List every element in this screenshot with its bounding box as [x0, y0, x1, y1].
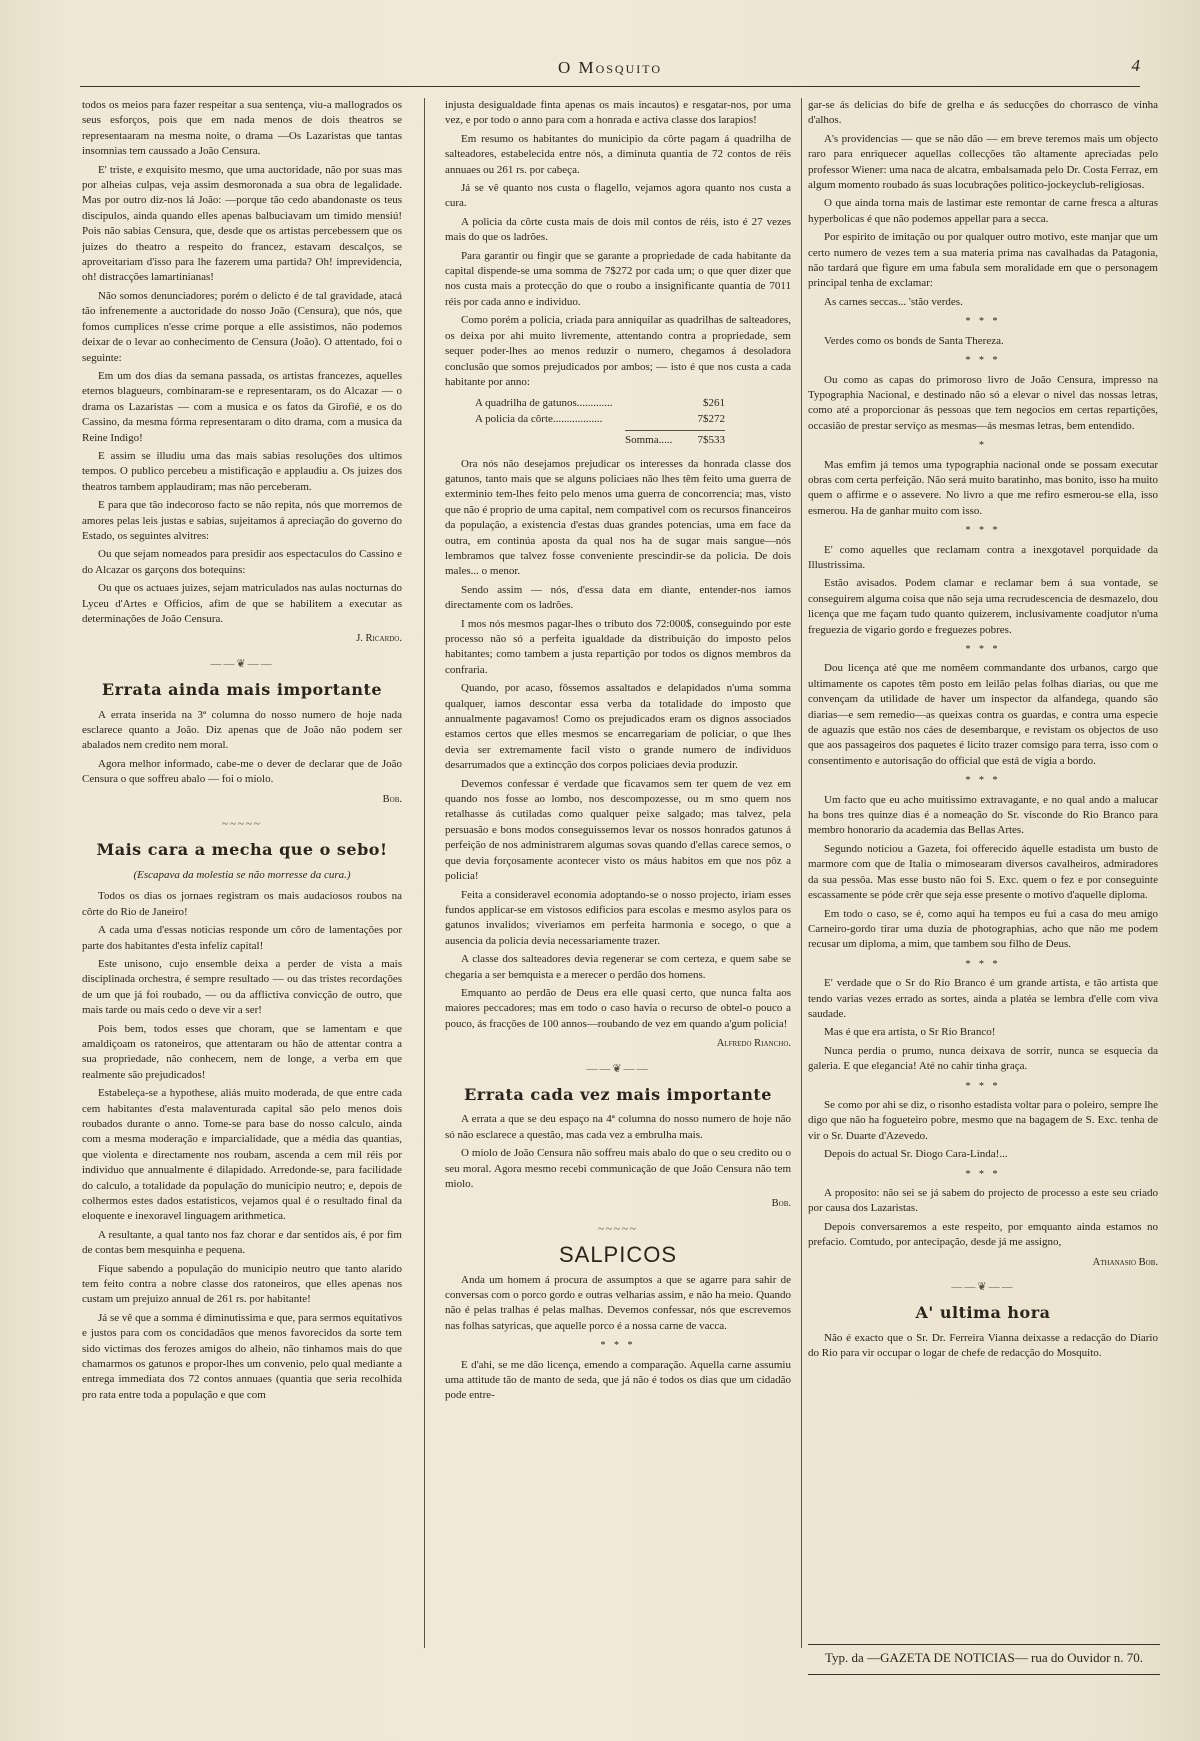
footer-rule	[808, 1644, 1160, 1645]
paragraph: Ou como as capas do primoroso livro de João Censura, impresso na Typographia Nacional, e destinado não só a elevar o nivel das nossas letras, como até a proporcionar ás pessoas que tem negocios em certas repartições, occasião de prestar serviço as mesmas—ás mesmas letras, bem entendido.	[808, 373, 1158, 432]
paragraph: Pois bem, todos esses que choram, que se lamentam e que amaldiçoam os ratoneiros, que attentaram ou hão de attentar contra a sua propriedade, não conhecem, nem de longe, a verba em que realmente são prejudicados!	[82, 1022, 402, 1081]
paragraph: Dou licença até que me nomêem commandante dos urbanos, cargo que ultimamente os capotes têm posto em leilão pelas folhas diarias, ou que me convençam da utilidade de haver um inspector da alfandega, quando são diarias—e sem remedio—as queixas contra os guardas, e contra uma especie de aguazis que estão nos cáes de desembarque, e revistam os objectos de uso que aos passageiros dos paquetes é licito trazer comsigo para terra, isso com o consentimento e autorisação do official que está de vigia a bordo.	[808, 662, 1158, 767]
column-rule	[801, 98, 802, 1648]
signature: Bob.	[382, 793, 402, 805]
column-3	[808, 98, 1158, 1683]
article-heading: A' ultima hora	[915, 1303, 1051, 1323]
paragraph: Este unisono, cujo ensemble deixa a perder de vista a mais disciplinada orchestra, é sempre resultado — ou das tristes recordações de um que já foi roubado, — ou da afflictiva convicção de outro, que mais tarde ou mais cedo o deve vir a ser!	[82, 957, 402, 1017]
paragraph: Em um dos dias da semana passada, os artistas francezes, aquelles eternos blagueurs, combinaram-se e representaram, os do Alcazar — o drama os Lazaristas — com a musica e os fatos da Girofié, e os do Cassino, da mesma fórma representaram o dito drama, com a musica da Reine Indigo!	[82, 369, 402, 444]
table-row	[475, 412, 725, 427]
column-1	[82, 98, 402, 1683]
asterism-divider: * * *	[965, 775, 1001, 787]
paragraph: Todos os dias os jornaes registram os mais audaciosos roubos na côrte do Rio de Janeiro!	[82, 890, 402, 918]
table-total-row	[625, 430, 725, 448]
paragraph: E para que tão indecoroso facto se não repita, nós que morremos de amores pelas leis justas e sabias, sujeitamos á apreciação do governo do Estado, os seguintes alvitres:	[82, 499, 402, 542]
page-number: 4	[1131, 56, 1140, 75]
paragraph: Emquanto ao perdão de Deus era elle quasi certo, que nunca falta aos maiores peccadores; mas em todo o caso havia o recurso de obtel-o pouco a pouco, ás fracções de 100 annos—roubando de vez em quando a'gum policia!	[445, 986, 791, 1030]
paragraph: A errata a que se deu espaço na 4ª columna do nosso numero de hoje não só não esclarece a questão, mas cada vez a embrulha mais.	[445, 1113, 791, 1141]
ornament-divider: ~~~~~	[598, 1222, 638, 1235]
paragraph: E d'ahi, se me dão licença, emendo a comparação. Aquella carne assumiu uma attitude tão de manto de seda, que já não é todos os dias que um cidadão pode entre-	[445, 1358, 791, 1402]
article-heading: Errata cada vez mais importante	[464, 1084, 772, 1104]
paragraph: Ora nós não desejamos prejudicar os interesses da honrada classe dos gatunos, tanto mais que se alguns policiaes não lhes têm feito uma guerra de exterminio tem-lhes feito pelo menos uma guerra de concorrencia; mas, visto que não é proprio de uma capital, nem compativel com os recursos financeiros da população, a existencia d'estas duas grandes potencias, uma em face da outra, em continúa aposta da qual nos ha de sugar mais sangue—nós lembramos que talvez fosse conveniente prescindir-se da policia. De dois males... o menor.	[445, 457, 791, 578]
masthead: O Mosquito	[557, 58, 663, 77]
paragraph: Quando, por acaso, fôssemos assaltados e delapidados n'uma somma qualquer, iamos descontar essa verba da totalidade do imposto que annualmente pagavamos! Como os prejudicados eram os dignos associados estamos certos que elles mesmos se encarregariam de policiar, o que lhes devia ser extremamente facil visto o grande numero de individuos desarrumados que a extincção dos corpos policiaes devia produzir.	[445, 682, 791, 772]
paragraph: Nunca perdia o prumo, nunca deixava de sorrir, nunca se esquecia da galeria. E que elegancia! Até no cahir tinha graça.	[808, 1044, 1158, 1073]
paragraph: Em resumo os habitantes do municipio da côrte pagam á quadrilha de salteadores, estabelecida entre nós, a diminuta quantia de 72 contos de réis annuaes ou 261 rs. por cabeça.	[445, 132, 791, 176]
paragraph: I mos nós mesmos pagar-lhes o tributo dos 72:000$, conseguindo por este processo não só a perfeita igualdade da distribuição do imposto pelos habitantes; como tambem a justa repartição por todos os dignos membros da confraria.	[445, 617, 791, 676]
paragraph: A's providencias — que se não dão — em breve teremos mais um objecto raro para enriquecer aquellas collecções tão altamente apreciadas pelo professor Wiener: uma naca de alcatra, embalsamada pelo Dr. Costa Ferraz, em algum momento roubado ás suas locubrações politico-jockeyclub-religiosas.	[808, 132, 1158, 192]
paragraph: Sendo assim — nós, d'essa data em diante, entender-nos iamos directamente com os ladrões.	[445, 583, 791, 612]
cost-table	[475, 396, 725, 448]
paragraph: Depois do actual Sr. Diogo Cara-Linda!...	[824, 1148, 1008, 1161]
ornament-divider: ~~~~~	[222, 818, 262, 831]
signature: Bob.	[771, 1198, 791, 1210]
paragraph: As carnes seccas... 'stão verdes.	[824, 295, 963, 308]
table-cell-value: $261	[703, 397, 725, 410]
paragraph: gar-se ás delicias do bife de grelha e ás seducções do chorrasco de vinha d'alhos.	[808, 99, 1158, 127]
paragraph: E assim se illudiu uma das mais sabias resoluções dos ultimos tempos. O publico percebeu a mistificação e applaudiu a. Os juizes dos theatros tambem applaudiram; mas não perceberam.	[82, 449, 402, 493]
paragraph: Devemos confessar é verdade que ficavamos sem ter quem de vez em quando nos fosse ao lombo, nos descompozesse, ou m smo quem nos retalhasse ás cutiladas como qualquer peixe salgado; mas talvez, pela persuasão e bons modos conseguissemos levar os nossos honrados gatunos á perfeição de nos administrarem algumas sovas quando d'ellas carece semos, o que devia forçosamente acontecer visto os máus habitos em que nos pôz a policia!	[445, 777, 791, 883]
paragraph: A resultante, a qual tanto nos faz chorar e dar sentidos ais, é por fim de contas bem mesquinha e pequena.	[82, 1228, 402, 1257]
paragraph: A policia da côrte custa mais de dois mil contos de réis, isto é 27 vezes mais do que os ladrões.	[445, 215, 791, 244]
paragraph: O miolo de João Censura não soffreu mais abalo do que o seu credito ou o seu moral. Agora mesmo recebi communicação de que João Censura não tem miolo.	[445, 1147, 791, 1190]
column-rule	[424, 98, 425, 1648]
column-2	[445, 98, 791, 1683]
signature: J. Ricardo.	[356, 633, 402, 645]
paragraph: Em todo o caso, se é, como aqui ha tempos eu fui a casa do meu amigo Carneiro-gordo tirar uma duzia de photographias, acho que não me podem recusar um diploma, a mim, que tambem sou filho de Deus.	[808, 907, 1158, 951]
section-heading: SALPICOS	[558, 1242, 678, 1268]
paragraph: O que ainda torna mais de lastimar este remontar de carne fresca a alturas hyperbolicas é que não podemos appellar para a secca.	[808, 197, 1158, 225]
article-heading: Errata ainda mais importante	[101, 680, 383, 700]
table-row	[475, 396, 725, 411]
paragraph: Mas é que era artista, o Sr Rio Branco!	[824, 1026, 996, 1039]
paragraph: E' verdade que o Sr do Rio Branco é um grande artista, e tão artista que tendo varias vezes errado as sortes, ainda a platéa se lembra d'elle com viva saudade.	[808, 977, 1158, 1020]
paragraph: Agora melhor informado, cabe-me o dever de declarar que de João Censura o que soffreu abalo — foi o miolo.	[82, 757, 402, 786]
asterism-divider: * * *	[965, 355, 1001, 367]
paragraph: Feita a consideravel economia adoptando-se o nosso projecto, iriam esses fundos applicar-se em vistosos edificios para escolas e mesmo asylos para os gatunos invalidos; viveriamos em perfeita harmonia e socego, o que a ausencia da policia devia necessariamente trazer.	[445, 888, 791, 947]
paragraph: Ou que sejam nomeados para presidir aos espectaculos do Cassino e do Alcazar os garçons dos botequins:	[82, 548, 402, 576]
paragraph: Um facto que eu acho muitissimo extravagante, e no qual ando a malucar ha bons tres quinze dias é a nomeação do Sr. visconde do Rio Branco para membro honorario da academia das Bellas Artes.	[808, 793, 1158, 837]
asterism-divider: * * *	[600, 1340, 636, 1352]
ornament-divider: ——❦——	[586, 1062, 650, 1075]
paragraph: Ou que os actuaes juizes, sejam matriculados nas aulas nocturnas do Lyceu d'Artes e Officios, afim de que se habilitem a executar as determinações de João Censura.	[82, 582, 402, 625]
printer-imprint: Typ. da —GAZETA DE NOTICIAS— rua do Ouvidor n. 70.	[825, 1650, 1143, 1665]
asterism-divider: * * *	[965, 525, 1001, 537]
paragraph: Depois conversaremos a este respeito, por emquanto ainda estamos no prefacio. Comtudo, por antecipação, desde já me assigno,	[808, 1220, 1158, 1249]
paragraph: Estão avisados. Podem clamar e reclamar bem á sua vontade, se conseguirem alguma coisa que não seja uma recrudescencia de desmazelo, dou licença que me façam tudo quanto quizerem, inclusivamente coadjutor n'uma freguezia de vigario gordo e freguezes pobres.	[808, 577, 1158, 636]
paragraph: Anda um homem á procura de assumptos a que se agarre para sahir de conversas com o porco gordo e outras velharias assim, e não ha meio. Quando não é pelas tralhas é pelas malhas. Devemos confessar, nós que escrevemos nas folhas satyricas, que aquelle porco é a nossa carne de vacca.	[445, 1273, 791, 1332]
article-subtitle: (Escapava da molestia se não morresse da cura.)	[133, 868, 351, 881]
table-cell-value: 7$533	[697, 434, 725, 447]
signature: Athanasio Bob.	[1092, 1256, 1158, 1268]
asterism-divider: * * *	[965, 316, 1001, 328]
paragraph: Como porém a policia, criada para anniquilar as quadrilhas de salteadores, os deixa por ahi muito livremente, attentando contra a propriedade, sem sequer poder-lhes ao menos reduzir o numero, chegamos á desoladora conclusão que somos prejudicados por ambos; — isto é que nos custa a cada habitante por anno:	[445, 314, 791, 388]
table-cell-value: 7$272	[697, 412, 725, 425]
paragraph: Fique sabendo a população do municipio neutro que tanto alarido tem feito contra a nobre classe dos ratoneiros, que elles apenas nos custam um prejuizo annual de 261 rs. por habitante!	[82, 1262, 402, 1306]
paragraph: Para garantir ou fingir que se garante a propriedade de cada habitante da capital dispende-se uma somma de 7$272 por cada um; o que quer dizer que nos custa mais a protecção do que o roubo a insignificante quantia de 7011 réis por cada anno e individuo.	[445, 249, 791, 308]
paragraph: Mas emfim já temos uma typographia nacional onde se possam executar obras com certa perfeição. Não será muito baratinho, mas bonito, isso ha muito quem o affirme e o assevere. No livro a que me refiro esmerou-se ella, isso esmerou. Ha de ganhar muito com isso.	[808, 458, 1158, 517]
paragraph: Por espirito de imitação ou por qualquer outro motivo, este manjar que um certo numero de vezes tem a sua materia prima nas cavalhadas da Patagonia, não tardará que figure em uma fabula sem moralidade em que o personagem principal tenha de exclamar:	[808, 231, 1158, 290]
paragraph: Segundo noticiou a Gazeta, foi offerecido áquelle estadista um busto de marmore com que de Italia o mimosearam diversos cavalheiros, admiradores da sua pessôa. Mas esse busto não foi S. Exc. quem o fez e por conseguinte escassamente se póde crêr que seja esse presente o motivo d'aquelle diploma.	[808, 842, 1158, 902]
paragraph: Verdes como os bonds de Santa Thereza.	[824, 334, 1004, 347]
article-heading: Mais cara a mecha que o sebo!	[96, 840, 388, 860]
footer-rule	[808, 1674, 1160, 1675]
paragraph: A errata inserida na 3ª columna do nosso numero de hoje nada esclarece quanto a João. Diz apenas que de João não podem ser abalados nem credito nem moral.	[82, 708, 402, 752]
paragraph: A proposito: não sei se já sabem do projecto de processo a este seu criado por causa dos Lazaristas.	[808, 1187, 1158, 1215]
asterism-divider: *	[979, 440, 987, 452]
paragraph: Não é exacto que o Sr. Dr. Ferreira Vianna deixasse a redacção do Diario do Rio para vir occupar o logar de chefe de redacção do Mosquito.	[808, 1331, 1158, 1360]
ornament-divider: ——❦——	[951, 1281, 1015, 1294]
paragraph: A classe dos salteadores devia regenerar se com certeza, e quem sabe se chegaria a ser bemquista e a merecer o perdão dos homens.	[445, 953, 791, 981]
paragraph: A cada uma d'essas noticias responde um côro de lamentações por parte dos habitantes d'esta infeliz capital!	[82, 924, 402, 952]
paragraph: E' triste, e exquisito mesmo, que uma auctoridade, não por suas mas por alheias culpas, veja assim desmoronada a sua obra de legalidade. Mas por outro diz-nos lá João: —porque tão cedo abandonaste os teus discipulos, ainda quando elles apenas balbuciavam um timido mensiú! Pois não sabias Censura, que, desde que os artistas percebessem que os juizes do theatro a respeito do francez, estavam descalços, se aproveitariam d'isso para lhe fazerem uma partida? Oh! imprevidencia, oh! distracções lamartinianas!	[82, 163, 402, 284]
paragraph: Não somos denunciadores; porém o delicto é de tal gravidade, atacá tão infrenemente a auctoridade do nosso João (Censura), que nós, que fomos cumplices n'esse crime porque a elle assistimos, não podemos deixar de o levar ao conhecimento de Censura (João). O attentado, foi o seguinte:	[82, 289, 402, 364]
asterism-divider: * * *	[965, 1080, 1001, 1092]
paragraph: E' como aquelles que reclamam contra a inexgotavel porquidade da Illustrissima.	[808, 543, 1158, 571]
ornament-divider: ——❦——	[210, 657, 274, 670]
asterism-divider: * * *	[965, 958, 1001, 970]
signature: Alfredo Riancho.	[716, 1038, 791, 1050]
asterism-divider: * * *	[965, 644, 1001, 655]
paragraph: todos os meios para fazer respeitar a sua sentença, viu-a mallogrados os seus esforços, pois que em nada menos de dois theatros se representaaram na mesma noite, o drama —Os Lazaristas que tantas insomnias tem caussado a João Censura.	[82, 99, 402, 158]
table-cell-label: A policia da côrte..................	[475, 412, 603, 425]
asterism-divider: * * *	[965, 1168, 1001, 1180]
paragraph: Já se vê que a somma é diminutissima e que, para sermos equitativos e justos para com os concidadãos que menos favorecidos da sorte tem sido victimas dos ferozes amigos do alheio, não tinhamos mais do que chamarmos os gatunos e propor-lhes um convenio, pelo qual mediante a entrega immediata dos 72 contos annuaes (quantia que seria recolhida pro rata entre toda a população e que com	[82, 1311, 402, 1401]
paragraph: Já se vê quanto nos custa o flagello, vejamos agora quanto nos custa a cura.	[445, 182, 791, 210]
paragraph: injusta desigualdade finta apenas os mais incautos) e resgatar-nos, por uma vez, e por todo o anno para com a honrada e activa classe dos larapios!	[445, 99, 791, 127]
page-header	[80, 56, 1140, 87]
table-cell-label: Somma.....	[625, 434, 673, 447]
paragraph: Se como por ahi se diz, o risonho estadista voltar para o poleiro, sempre lhe digo que não ha fogueteiro pobre, mesmo que na bagagem de S. Exc. tenha de vir o Sr. Duarte d'Azevedo.	[808, 1098, 1158, 1142]
table-cell-label: A quadrilha de gatunos.............	[475, 397, 613, 410]
paragraph: Estabeleça-se a hypothese, aliás muito moderada, de que entre cada cem habitantes d'esta malaventurada capital são pelo menos dois roubados durante o anno. Tome-se para base do nosso calculo, ainda com a mesma moderação e imparcialidade, que a média das quantias, que violenta e directamente nos roubam, ascenda a cem mil réis por individuo que annualmente é dilapidado. Arredonde-se, para facilidade do calculo, a totalidade da população do municipio neutro; e, depois de colhermos estes dados estatisticos, vejamos qual é o resultado final da eloquente e inexoravel linguagem arithmetica.	[82, 1087, 402, 1223]
